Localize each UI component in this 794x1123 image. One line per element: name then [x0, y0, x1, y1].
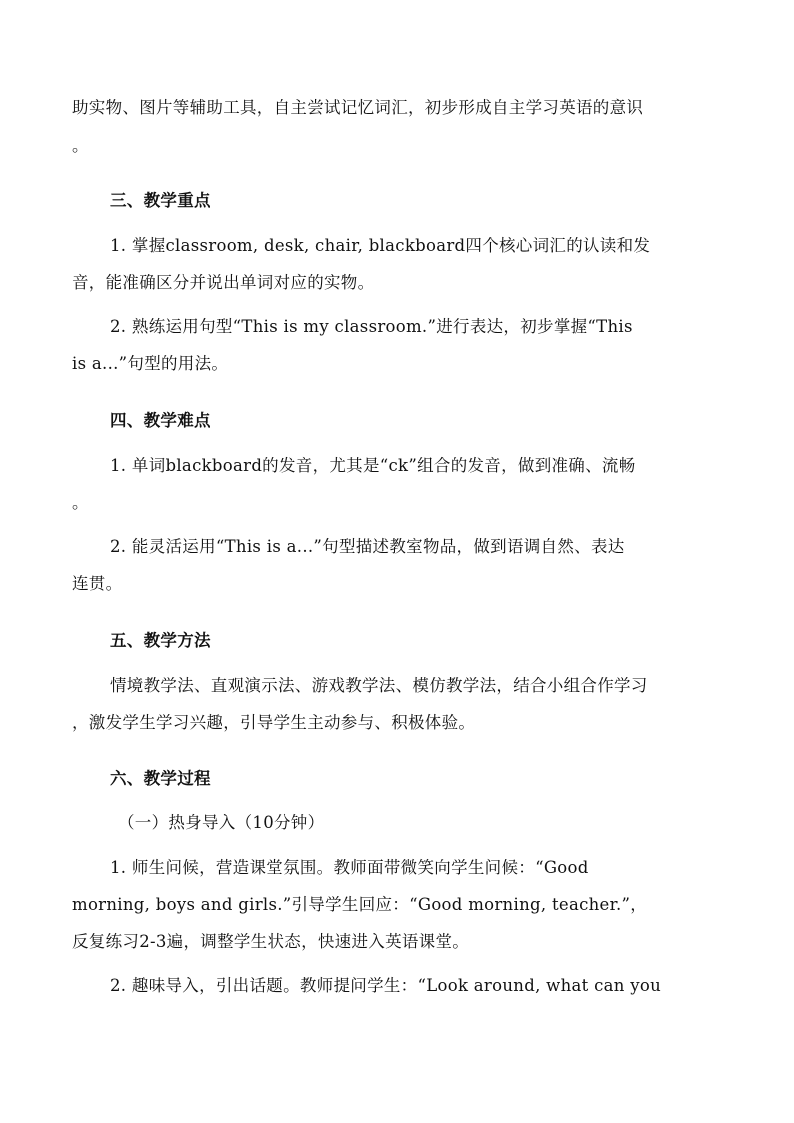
- method-line-2: ，激发学生学习兴趣，引导学生主动参与、积极体验。: [72, 713, 476, 732]
- difficulty-1-line-1: 1. 单词blackboard的发音，尤其是“ck”组合的发音，做到准确、流畅: [110, 456, 636, 475]
- section-heading-process: 六、教学过程: [110, 769, 211, 788]
- process-1-line-3: 反复练习2-3遍，调整学生状态，快速进入英语课堂。: [72, 932, 470, 951]
- intro-line-1: 助实物、图片等辅助工具，自主尝试记忆词汇，初步形成自主学习英语的意识: [72, 98, 644, 117]
- process-1-line-1: 1. 师生问候，营造课堂氛围。教师面带微笑向学生问候：“Good: [110, 858, 589, 877]
- section-heading-difficulties: 四、教学难点: [110, 411, 211, 430]
- key-point-1-line-2: 音，能准确区分并说出单词对应的实物。: [72, 273, 375, 292]
- process-2-line-1: 2. 趣味导入，引出话题。教师提问学生：“Look around, what can you: [110, 976, 662, 995]
- intro-line-2: 。: [72, 136, 89, 155]
- process-1-line-2: morning, boys and girls.”引导学生回应：“Good morning, teacher.”，: [72, 895, 648, 914]
- key-point-2-line-1: 2. 熟练运用句型“This is my classroom.”进行表达，初步掌握“This: [110, 317, 633, 336]
- difficulty-2-line-1: 2. 能灵活运用“This is a...”句型描述教室物品，做到语调自然、表达: [110, 537, 625, 556]
- subsection-heading-warmup: （一）热身导入（10分钟）: [118, 813, 325, 832]
- key-point-1-line-1: 1. 掌握classroom, desk, chair, blackboard四个核心词汇的认读和发: [110, 236, 651, 255]
- section-heading-key-points: 三、教学重点: [110, 191, 211, 210]
- difficulty-2-line-2: 连贯。: [72, 574, 123, 593]
- section-heading-methods: 五、教学方法: [110, 631, 211, 650]
- key-point-2-line-2: is a...”句型的用法。: [72, 354, 229, 373]
- method-line-1: 情境教学法、直观演示法、游戏教学法、模仿教学法，结合小组合作学习: [110, 676, 648, 695]
- difficulty-1-line-2: 。: [72, 493, 89, 512]
